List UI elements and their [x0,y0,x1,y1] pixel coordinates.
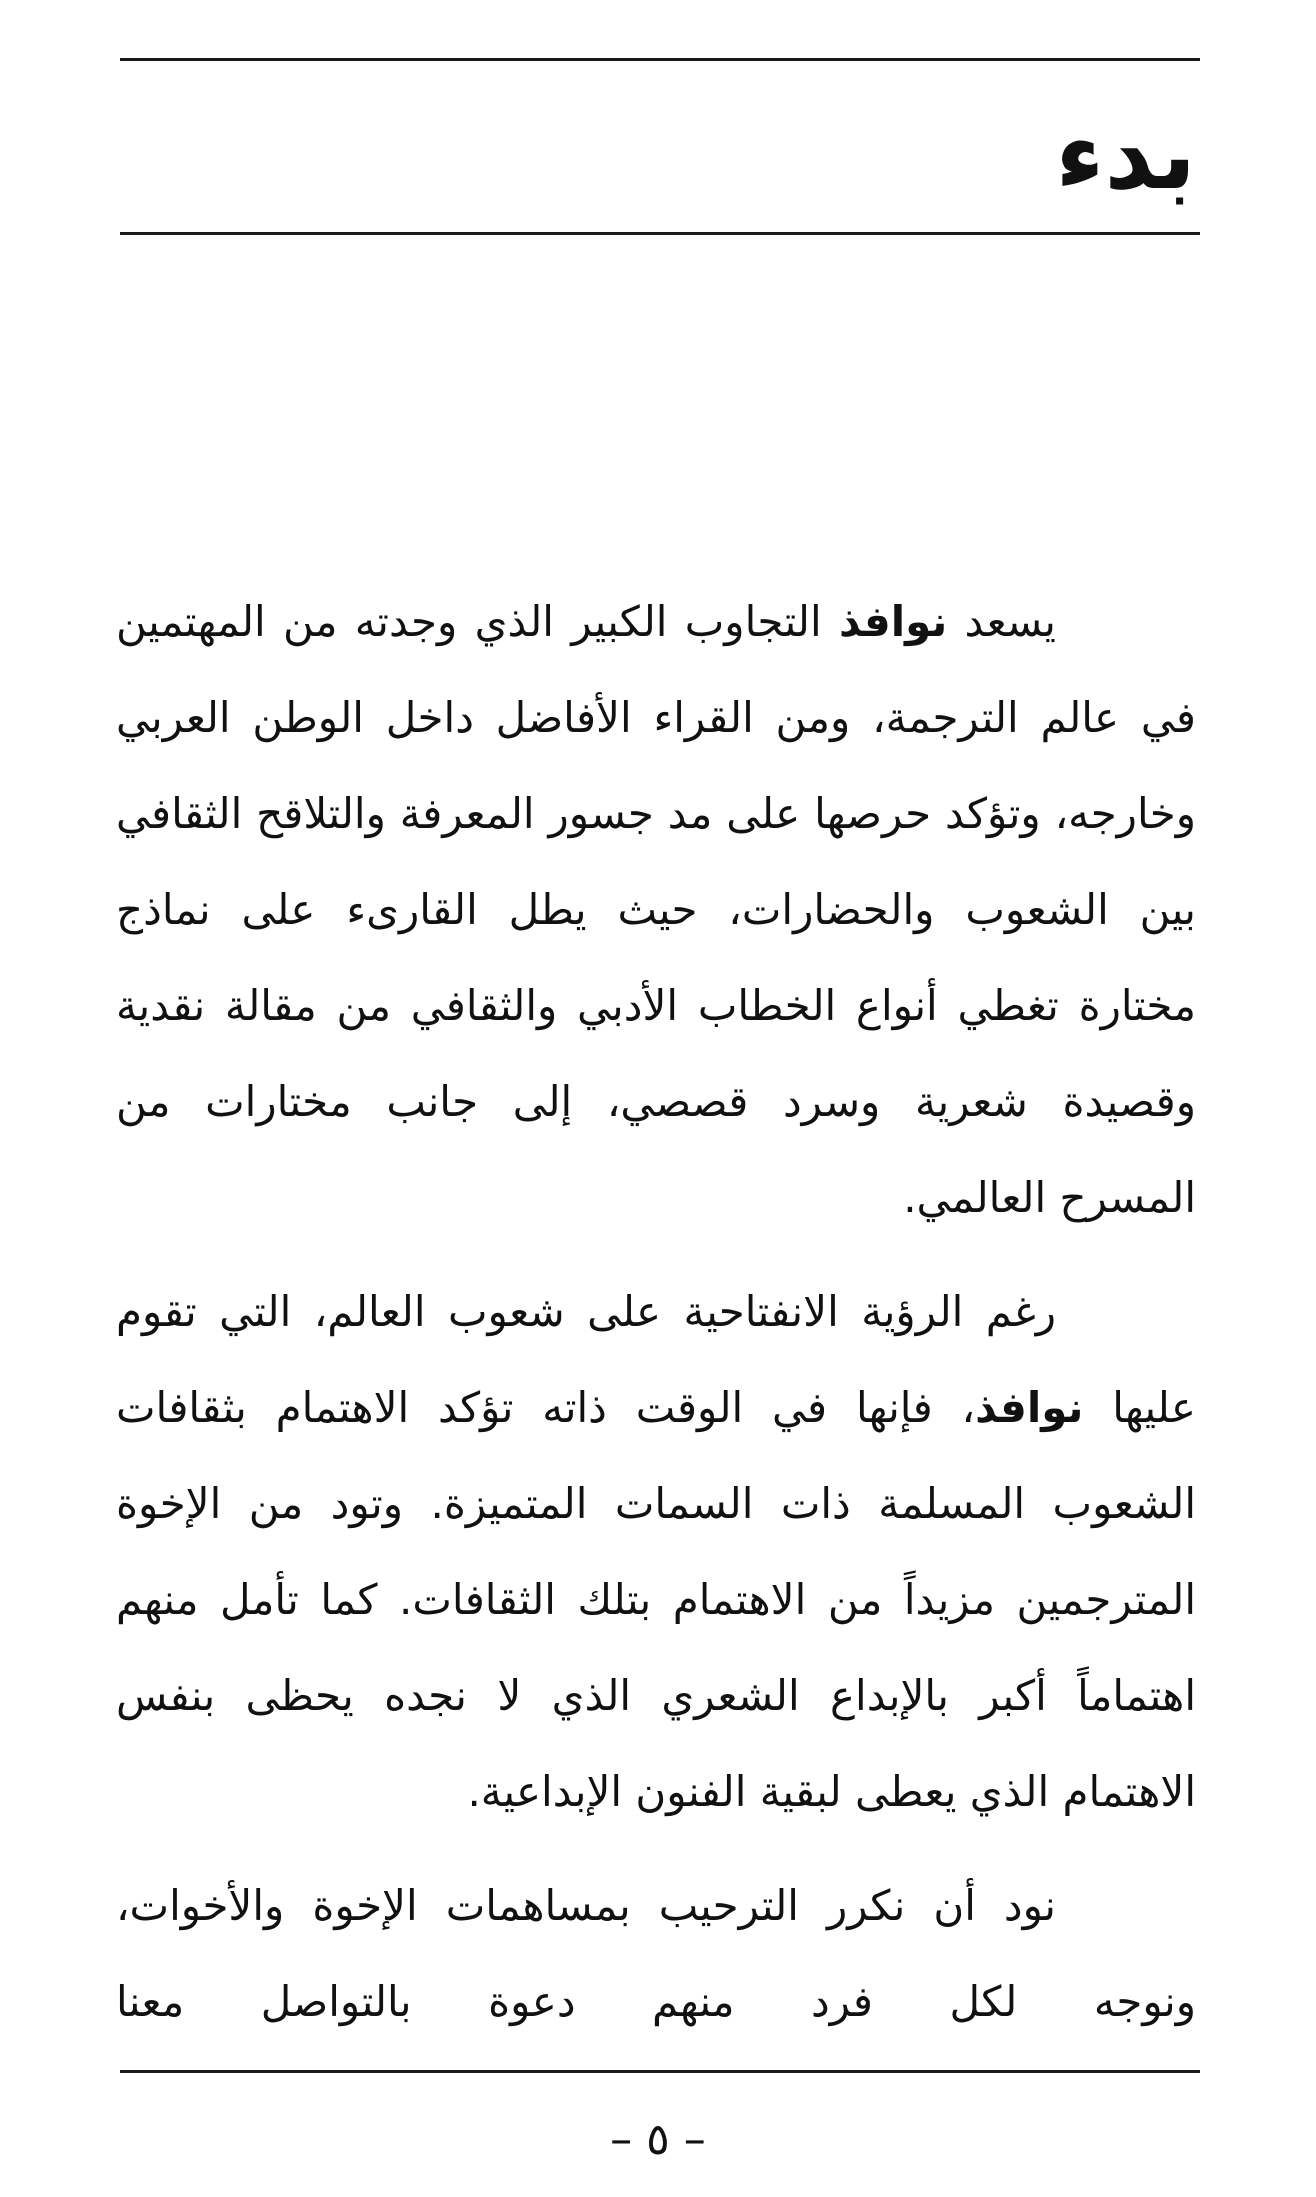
title-rule [120,232,1200,235]
magazine-name: نوافذ [838,597,948,646]
magazine-name: نوافذ [975,1383,1084,1432]
body-text [116,574,1196,2050]
paragraph-1 [116,574,1196,1246]
paragraph-3: نود أن نكرر الترحيب بمساهمات الإخوة والأخوات، ونوجه لكل فرد منهم دعوة بالتواصل معنا [116,1881,1196,2026]
page-number: – ٥ – [610,2114,706,2165]
paragraph-2-text-before: رغم الرؤية الانفتاحية على شعوب العالم، التي تقوم عليها [116,1287,1196,1432]
paragraph-1-text-after: التجاوب الكبير الذي وجدته من المهتمين في عالم الترجمة، ومن القراء الأفاضل داخل الوطن العربي وخارجه، وتؤكد حرصها على مد جسور المعرفة والتلاقح الثقافي بين الشعوب والحضارات، حيث يطل القارىء على نماذج مختارة تغطي أنواع الخطاب الأدبي والثقافي من مقالة نقدية وقصيدة شعرية وسرد قصصي، إلى جانب مختارات من المسرح العالمي. [116,597,1196,1222]
paragraph-1-text-before: يسعد [947,597,1056,646]
paragraph-2 [116,1264,1196,1840]
paragraph-2-text-after: ، فإنها في الوقت ذاته تؤكد الاهتمام بثقافات الشعوب المسلمة ذات السمات المتميزة. وتود من الإخوة المترجمين مزيداً من الاهتمام بتلك الثقافات. كما تأمل منهم اهتماماً أكبر بالإبداع الشعري الذي لا نجده يحظى بنفس الاهتمام الذي يعطى لبقية الفنون الإبداعية. [116,1383,1196,1816]
top-rule [120,58,1200,61]
footer-rule [120,2070,1200,2073]
page-title: بدء [1055,99,1196,211]
